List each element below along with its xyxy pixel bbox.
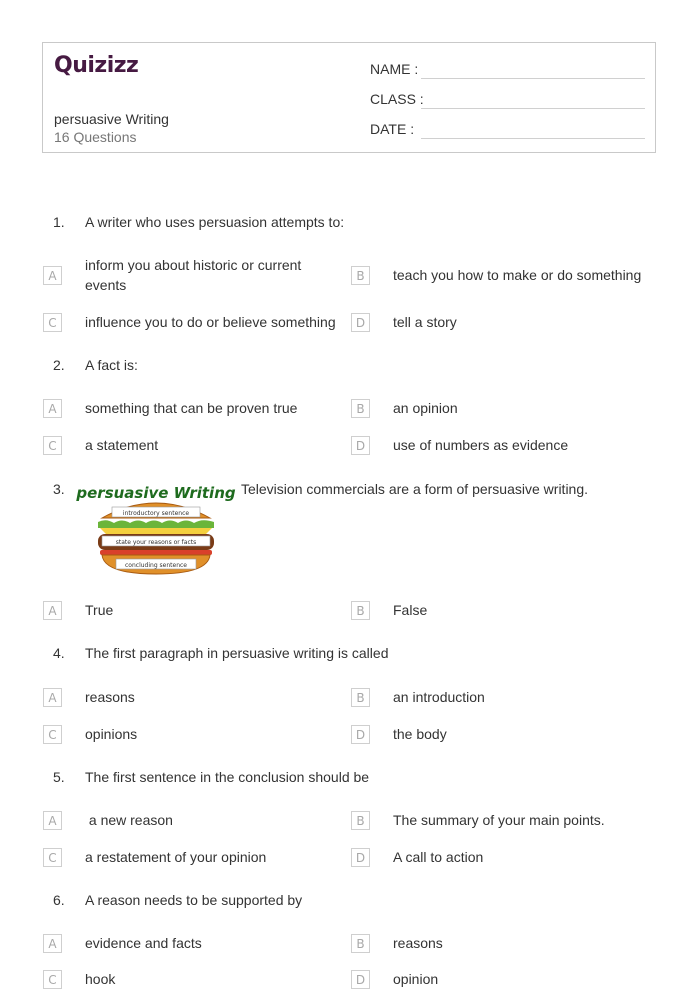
- option-letter: D: [351, 970, 370, 989]
- date-line[interactable]: [421, 138, 645, 139]
- option-letter: B: [351, 811, 370, 830]
- layer-label: concluding sentence: [125, 562, 187, 569]
- question-number: 6.: [53, 892, 65, 908]
- option-letter: C: [43, 725, 62, 744]
- layer-label: state your reasons or facts: [115, 539, 197, 546]
- option-letter: C: [43, 436, 62, 455]
- option-letter: B: [351, 601, 370, 620]
- option-letter: D: [351, 436, 370, 455]
- worksheet-title: persuasive Writing: [54, 111, 169, 127]
- option-text: The summary of your main points.: [393, 812, 605, 828]
- option-letter: C: [43, 848, 62, 867]
- question-number: 5.: [53, 769, 65, 785]
- option-text: inform you about historic or current events: [85, 257, 302, 293]
- option-text: opinion: [393, 971, 439, 987]
- class-line[interactable]: [421, 108, 645, 109]
- question-text: Television commercials are a form of persuasive writing.: [241, 481, 589, 497]
- option-text: teach you how to make or do something: [393, 267, 642, 283]
- class-label: CLASS :: [370, 91, 424, 107]
- option-text: A call to action: [393, 849, 484, 865]
- option-text: the body: [393, 726, 447, 742]
- option-letter: D: [351, 313, 370, 332]
- option-letter: A: [43, 688, 62, 707]
- question-number: 4.: [53, 645, 65, 661]
- option-letter: B: [351, 399, 370, 418]
- option-text: a new reason: [85, 812, 173, 828]
- option-letter: D: [351, 848, 370, 867]
- option-text: tell a story: [393, 314, 457, 330]
- date-label: DATE :: [370, 121, 415, 137]
- question-count: 16 Questions: [54, 129, 137, 145]
- worksheet-header: [42, 42, 656, 153]
- hamburger-diagram-image: [76, 478, 236, 578]
- option-letter: B: [351, 266, 370, 285]
- question-number: 1.: [53, 214, 65, 230]
- option-text: use of numbers as evidence: [393, 437, 569, 453]
- option-text: reasons: [85, 689, 135, 705]
- option-text: a statement: [85, 437, 159, 453]
- option-text: an opinion: [393, 400, 458, 416]
- name-label: NAME :: [370, 61, 419, 77]
- option-text: a restatement of your opinion: [85, 849, 267, 865]
- question-text: A fact is:: [85, 357, 138, 373]
- option-text: evidence and facts: [85, 935, 202, 951]
- option-letter: B: [351, 688, 370, 707]
- name-line[interactable]: [421, 78, 645, 79]
- option-text: reasons: [393, 935, 443, 951]
- option-text: influence you to do or believe something: [85, 314, 336, 330]
- question-number: 3.: [53, 481, 65, 497]
- layer-label: introductory sentence: [122, 510, 190, 517]
- option-text: an introduction: [393, 689, 485, 705]
- option-letter: A: [43, 934, 62, 953]
- question-text: A writer who uses persuasion attempts to:: [85, 214, 345, 230]
- question-number: 2.: [53, 357, 65, 373]
- tomato-shape: [100, 550, 212, 555]
- question-text: The first sentence in the conclusion should be: [85, 769, 370, 785]
- option-letter: D: [351, 725, 370, 744]
- image-heading: persuasive Writing: [76, 484, 236, 502]
- option-text: something that can be proven true: [85, 400, 298, 416]
- quizizz-logo: Quizizz: [54, 53, 139, 78]
- option-letter: A: [43, 399, 62, 418]
- question-text: A reason needs to be supported by: [85, 892, 303, 908]
- option-letter: A: [43, 601, 62, 620]
- option-text: True: [85, 602, 114, 618]
- option-text: hook: [85, 971, 116, 987]
- option-letter: C: [43, 313, 62, 332]
- lettuce-shape: [98, 520, 214, 528]
- option-letter: B: [351, 934, 370, 953]
- option-text: False: [393, 602, 428, 618]
- question-text: The first paragraph in persuasive writing is called: [85, 645, 389, 661]
- option-letter: A: [43, 811, 62, 830]
- option-letter: A: [43, 266, 62, 285]
- option-text: opinions: [85, 726, 138, 742]
- option-letter: C: [43, 970, 62, 989]
